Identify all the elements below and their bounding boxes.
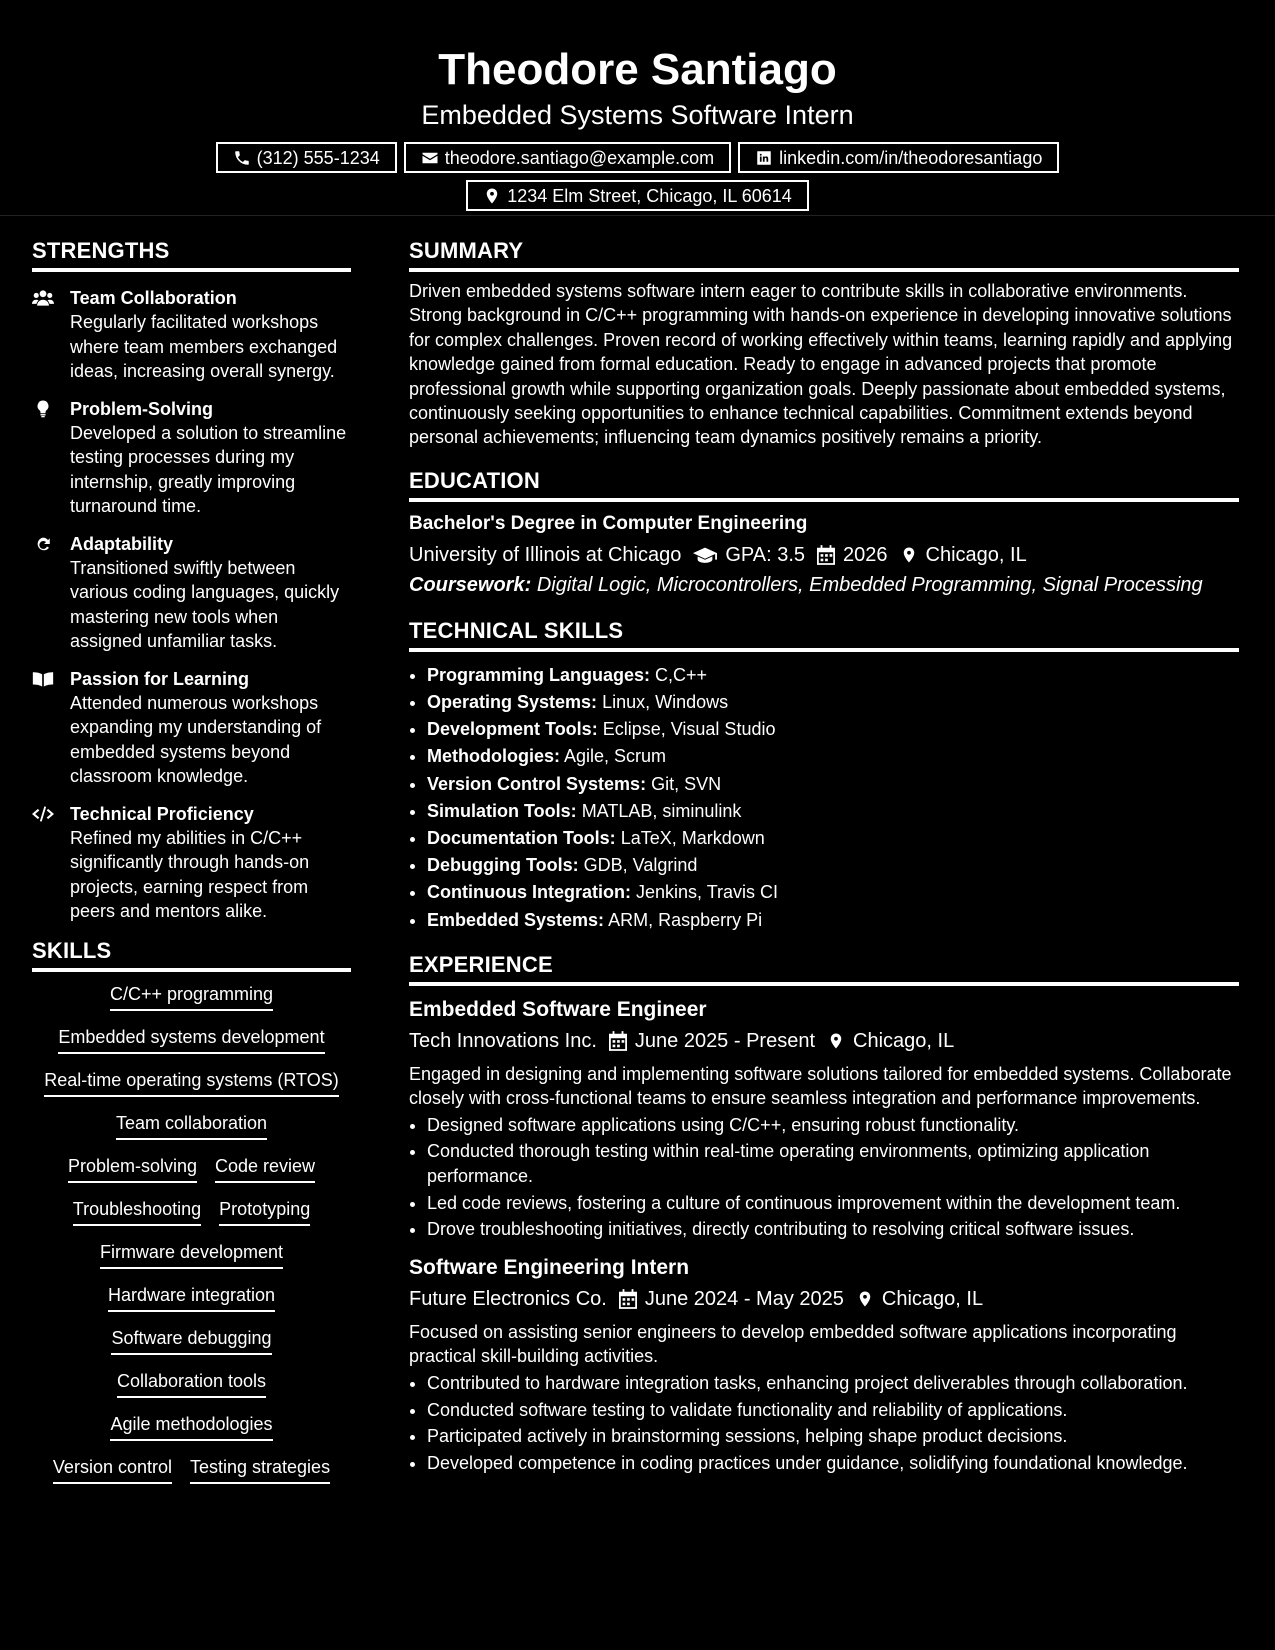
strength-title: Passion for Learning (70, 668, 250, 689)
list-item: • Conducted software testing to validate functionality and reliability of applications. (427, 1398, 1239, 1422)
lightbulb-icon (32, 400, 54, 418)
strength-desc: Developed a solution to streamline testing processes during my internship, greatly improving turnaround time. (70, 422, 347, 516)
resume-header (0, 0, 1275, 216)
job-meta (409, 1284, 1239, 1314)
skill-tag: Hardware integration (108, 1283, 275, 1312)
list-item: • Methodologies: Agile, Scrum (427, 743, 1239, 770)
candidate-name: Theodore Santiago (438, 45, 837, 94)
coursework-text: Digital Logic, Microcontrollers, Embedded Programming, Signal Processing (536, 573, 1203, 596)
technical-skills-heading: TECHNICAL SKILLS (409, 618, 1239, 652)
users-icon (32, 289, 54, 307)
skill-tag: Agile methodologies (110, 1412, 272, 1441)
job-entry (409, 1254, 1239, 1476)
graduation-cap-icon (693, 545, 717, 565)
skill-tag: C/C++ programming (110, 982, 273, 1011)
strength-item (32, 532, 351, 654)
contact-row (0, 142, 1275, 173)
list-item: • Developed competence in coding practices under guidance, solidifying foundational knowledge. (427, 1451, 1239, 1475)
skill-tag: Embedded systems development (58, 1025, 324, 1054)
experience-heading: EXPERIENCE (409, 952, 1239, 986)
coursework (409, 570, 1239, 600)
list-item: • Development Tools: Eclipse, Visual Studio (427, 716, 1239, 743)
skill-tag: Testing strategies (190, 1455, 330, 1484)
gpa: GPA: 3.5 (725, 543, 806, 566)
job-bullets (409, 1113, 1239, 1242)
book-icon (32, 670, 54, 688)
job-dates: June 2024 - May 2025 (644, 1287, 844, 1310)
company: Future Electronics Co. (409, 1287, 607, 1310)
phone-icon (233, 149, 251, 167)
strength-item (32, 397, 351, 519)
phone-text: (312) 555-1234 (256, 147, 380, 168)
linkedin-icon (755, 149, 773, 167)
list-item: • Designed software applications using C/C++, ensuring robust functionality. (427, 1113, 1239, 1137)
strength-desc: Transitioned swiftly between various coding languages, quickly mastering new tools when assigned unfamiliar tasks. (70, 557, 340, 651)
list-item: • Contributed to hardware integration tasks, enhancing project deliverables through collaboration. (427, 1371, 1239, 1395)
linkedin-chip (738, 142, 1059, 173)
education-meta (409, 540, 1239, 570)
linkedin-text: linkedin.com/in/theodoresantiago (779, 147, 1043, 168)
calendar-icon (609, 1031, 627, 1051)
refresh-icon (32, 535, 54, 553)
map-marker-icon (856, 1289, 874, 1309)
graduation-year: 2026 (843, 543, 888, 566)
list-item: • Programming Languages: C,C++ (427, 662, 1239, 689)
strength-title: Technical Proficiency (70, 803, 254, 824)
list-item: • Documentation Tools: LaTeX, Markdown (427, 825, 1239, 852)
map-marker-icon (900, 545, 918, 565)
skill-tag: Version control (53, 1455, 172, 1484)
summary-heading: SUMMARY (409, 238, 1239, 272)
job-description: Engaged in designing and implementing software solutions tailored for embedded systems. Collaborate closely with cross-functional teams to ensure seamless integration and performance improvements. (409, 1063, 1232, 1109)
strengths-heading: STRENGTHS (32, 238, 351, 272)
skill-tag: Troubleshooting (73, 1197, 201, 1226)
skill-tag: Problem-solving (68, 1154, 197, 1183)
skill-tag: Prototyping (219, 1197, 310, 1226)
strength-title: Problem-Solving (70, 398, 214, 419)
list-item: • Continuous Integration: Jenkins, Travis CI (427, 879, 1239, 906)
job-location: Chicago, IL (853, 1029, 955, 1052)
list-item: • Conducted thorough testing within real-time operating environments, optimizing application performance. (427, 1139, 1239, 1188)
skill-tag: Software debugging (111, 1326, 271, 1355)
list-item: • Debugging Tools: GDB, Valgrind (427, 852, 1239, 879)
strength-desc: Regularly facilitated workshops where team members exchanged ideas, increasing overall synergy. (70, 312, 338, 381)
left-column (32, 238, 351, 1498)
list-item: • Operating Systems: Linux, Windows (427, 689, 1239, 716)
skills-section (32, 938, 351, 1498)
job-title: Embedded Software Engineer (409, 997, 707, 1021)
school: University of Illinois at Chicago (409, 543, 682, 566)
list-item: • Participated actively in brainstorming sessions, helping shape product decisions. (427, 1424, 1239, 1448)
skill-tag: Collaboration tools (117, 1369, 266, 1398)
email-chip (404, 142, 731, 173)
education-entry (409, 512, 1239, 600)
strength-item (32, 667, 351, 789)
job-bullets (409, 1371, 1239, 1476)
map-marker-icon (483, 187, 501, 205)
skill-tag: Firmware development (100, 1240, 283, 1269)
skills-tags (32, 982, 351, 1498)
strength-title: Team Collaboration (70, 288, 237, 308)
address-chip (466, 180, 809, 211)
email-text: theodore.santiago@example.com (444, 147, 715, 168)
right-column (409, 238, 1239, 1498)
job-location: Chicago, IL (881, 1287, 984, 1310)
list-item: • Led code reviews, fostering a culture of continuous improvement within the development team. (427, 1191, 1239, 1215)
skill-tag: Real-time operating systems (RTOS) (44, 1068, 338, 1097)
coursework-label: Coursework: (409, 573, 532, 596)
code-icon (32, 805, 54, 823)
phone-chip (216, 142, 397, 173)
calendar-icon (817, 545, 835, 565)
job-description: Focused on assisting senior engineers to develop embedded software applications incorporating practical skill-building activities. (409, 1321, 1177, 1367)
envelope-icon (421, 149, 439, 167)
strength-title: Adaptability (70, 533, 174, 554)
job-dates: June 2025 - Present (634, 1029, 816, 1052)
skill-tag: Code review (215, 1154, 315, 1183)
map-marker-icon (827, 1031, 845, 1051)
list-item: • Drove troubleshooting initiatives, directly contributing to resolving critical software issues. (427, 1217, 1239, 1241)
education-heading: EDUCATION (409, 468, 1239, 502)
strength-item (32, 802, 351, 924)
list-item: • Version Control Systems: Git, SVN (427, 771, 1239, 798)
candidate-title: Embedded Systems Software Intern (421, 100, 854, 130)
list-item: • Simulation Tools: MATLAB, siminulink (427, 798, 1239, 825)
list-item: • Embedded Systems: ARM, Raspberry Pi (427, 907, 1239, 934)
job-entry (409, 996, 1239, 1242)
job-title: Software Engineering Intern (409, 1255, 690, 1279)
contact-row-address (0, 180, 1275, 211)
degree: Bachelor's Degree in Computer Engineering (409, 512, 808, 534)
calendar-icon (619, 1289, 637, 1309)
education-location: Chicago, IL (925, 543, 1027, 566)
skill-tag: Team collaboration (116, 1111, 267, 1140)
summary-text: Driven embedded systems software intern eager to contribute skills in collaborative environments. Strong background in C/C++ programming with hands-on experience in developing innovative solutions for complex challenges. Proven record of working effectively within teams, learning rapidly and applying knowledge gained from formal education. Ready to engage in advanced projects that promote professional growth while supporting organization goals. Deeply passionate about embedded systems, continuously seeking opportunities to enhance technical capabilities. Commitment extends beyond personal achievements; influencing team dynamics positively remains a priority. (409, 281, 1233, 448)
strength-desc: Refined my abilities in C/C++ significantly through hands-on projects, earning respect from peers and mentors alike. (70, 827, 310, 921)
job-meta (409, 1026, 1239, 1056)
strengths-list (32, 286, 351, 924)
strength-desc: Attended numerous workshops expanding my understanding of embedded systems beyond classroom knowledge. (70, 692, 322, 786)
address-text: 1234 Elm Street, Chicago, IL 60614 (507, 185, 792, 206)
skills-heading: SKILLS (32, 938, 351, 972)
strength-item (32, 286, 351, 384)
company: Tech Innovations Inc. (409, 1029, 597, 1052)
technical-skills-list (409, 662, 1239, 934)
